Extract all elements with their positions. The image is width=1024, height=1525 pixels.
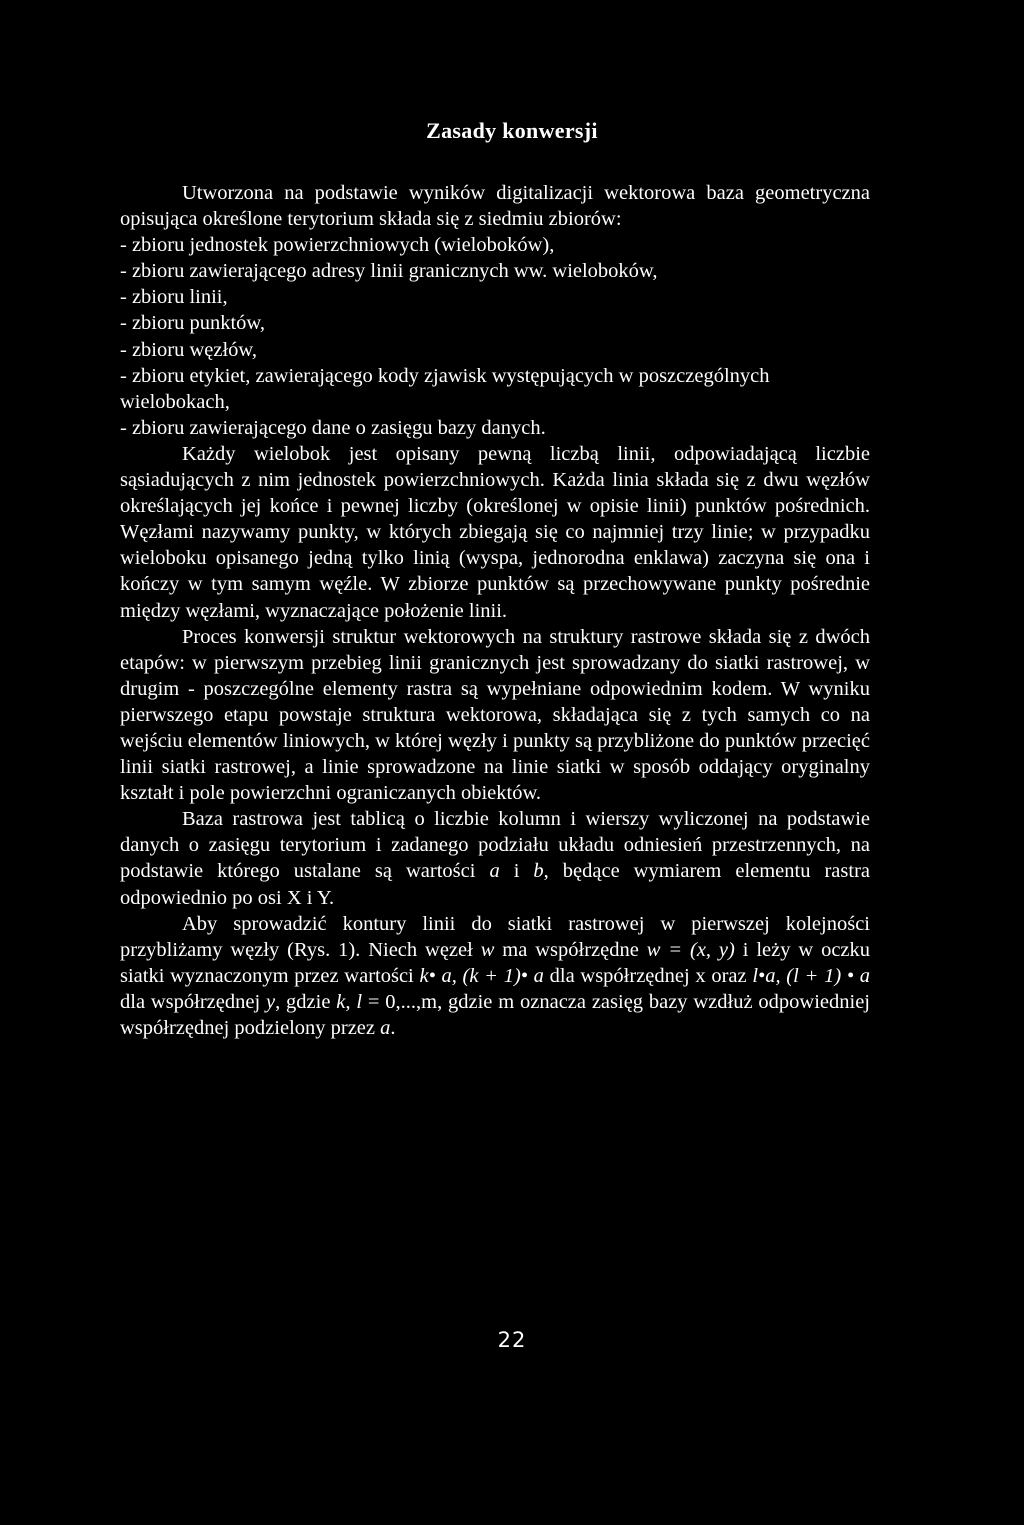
math-var: a: [380, 1017, 391, 1039]
text-run: , gdzie: [275, 990, 337, 1013]
list-item: - zbioru węzłów,: [120, 338, 257, 361]
text-run: Aby sprowadzić kontury linii do siatki rastrowej w pierwszej kolejności przybliżamy węzły (Rys. 1). Niech węzeł: [120, 912, 870, 961]
text-run: i: [499, 860, 534, 883]
collection-list: [120, 232, 870, 441]
page-title: Zasady konwersji: [426, 118, 598, 143]
list-item: - zbioru jednostek powierzchniowych (wieloboków),: [120, 234, 555, 257]
page-number: 22: [497, 1328, 527, 1352]
intro-paragraph: Utworzona na podstawie wyników digitalizacji wektorowa baza geometryczna opisująca określone terytorium składa się z siedmiu zbiorów:: [120, 182, 870, 231]
math-expr: k, l: [336, 990, 363, 1013]
math-var: b: [533, 860, 544, 883]
list-item: - zbioru etykiet, zawierającego kody zjawisk występujących w poszczególnych wielobokach,: [120, 364, 770, 413]
text-run: = 0,...,m, gdzie m oznacza zasięg bazy wzdłuż odpowiedniej współrzędnej podzielony przez: [120, 990, 870, 1039]
text-run: , będące wymiarem elementu rastra odpowiednio po osi X i Y.: [120, 860, 871, 909]
text-run: dla współrzędnej: [120, 990, 266, 1013]
text-run: .: [390, 1017, 396, 1039]
list-item: - zbioru zawierającego adresy linii granicznych ww. wieloboków,: [120, 260, 658, 283]
math-expr: w = (x, y): [646, 938, 735, 961]
math-expr: k• a, (k + 1)• a: [419, 964, 544, 987]
text-run: Baza rastrowa jest tablicą o liczbie kolumn i wierszy wyliczonej na podstawie danych o zasięgu terytorium i zadanego podziału układu odniesień przestrzennych, na podstawie którego ustalane są wartości: [120, 808, 870, 883]
text-run: dla współrzędnej x oraz: [543, 964, 753, 987]
math-var: y: [266, 990, 276, 1013]
math-expr: l•a, (l + 1) • a: [752, 964, 870, 987]
text-run: ma współrzędne: [494, 938, 647, 961]
list-item: - zbioru punktów,: [120, 312, 265, 335]
math-var: w: [480, 938, 495, 961]
list-item: - zbioru linii,: [120, 286, 228, 309]
text-run: i leży w oczku siatki wyznaczonym przez wartości: [120, 938, 871, 987]
paragraph-node-approximation: [120, 911, 870, 1041]
list-item: - zbioru zawierającego dane o zasięgu bazy danych.: [120, 416, 546, 439]
paragraph-lines-nodes: Każdy wielobok jest opisany pewną liczbą linii, odpowiadającą liczbie sąsiadujących z nim jednostek powierzchniowych. Każda linia składa się z dwu węzłów określających jej końce i pewnej liczby (określonej w opisie linii) punktów pośrednich. Węzłami nazywamy punkty, w których zbiegają się co najmniej trzy linie; w przypadku wieloboku opisanego jedną tylko linią (wyspa, jednorodna enklawa) zaczyna się ona i kończy w tym samym węźle. W zbiorze punktów są przechowywane punkty pośrednie między węzłami, wyznaczające położenie linii.: [120, 442, 870, 622]
math-var: a: [489, 860, 500, 883]
paragraph-raster-base: [120, 806, 870, 910]
body-text: [120, 180, 870, 1041]
paragraph-conversion-process: Proces konwersji struktur wektorowych na struktury rastrowe składa się z dwóch etapów: w pierwszym przebieg linii granicznych jest sprowadzany do siatki rastrowej, w drugim - poszczególne elementy rastra są wypełniane odpowiednim kodem. W wyniku pierwszego etapu powstaje struktura wektorowa, składająca się z tych samych co na wejściu elementów liniowych, w której węzły i punkty są przybliżone do punktów przecięć linii siatki rastrowej, a linie sprowadzone na linie siatki w sposób oddający oryginalny kształt i pole powierzchni ograniczanych obiektów.: [120, 625, 870, 805]
